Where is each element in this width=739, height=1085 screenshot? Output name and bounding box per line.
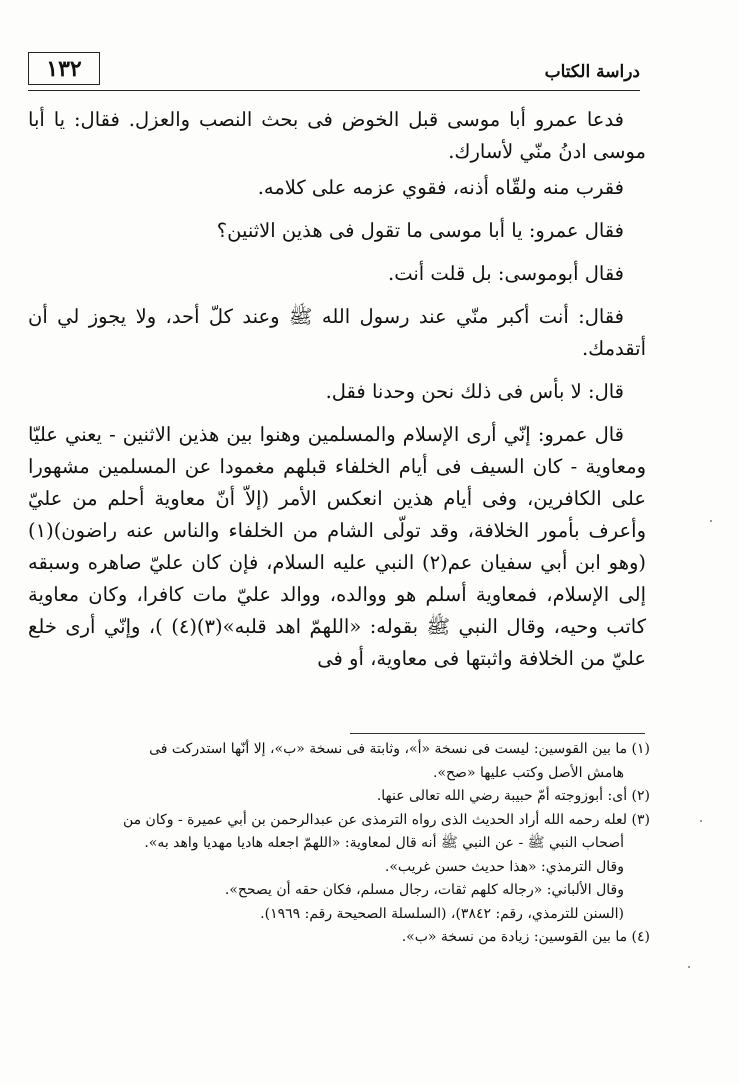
paragraph-3: فقال عمرو: يا أبا موسى ما تقول فى هذين الاثنين؟ (216, 219, 624, 242)
paragraph-4: فقال أبوموسى: بل قلت أنت. (388, 262, 624, 285)
page-number: ١٣٢ (28, 52, 100, 85)
footnotes (36, 738, 650, 950)
scan-speck (710, 520, 712, 522)
footnote-3-cont: أصحاب النبي ﷺ - عن النبي ﷺ أنه قال لمعاوية: «اللهمّ اجعله هاديا مهديا واهد به». (144, 835, 624, 851)
running-title: دراسة الكتاب (544, 62, 640, 82)
page-header (28, 52, 640, 100)
scan-speck (688, 966, 690, 968)
footnote-4: (٤) ما بين القوسين: زيادة من نسخة «ب». (401, 929, 650, 945)
footnote-3: (٣) لعله رحمه الله أراد الحديث الذى رواه الترمذى عن عبدالرحمن بن أبي عميرة - وكان من (122, 811, 650, 828)
main-text (28, 104, 646, 686)
scan-speck (700, 820, 702, 822)
footnote-3-albani: وقال الألباني: «رجاله كلهم ثقات، رجال مسلم، فكان حقه أن يصحح». (224, 882, 624, 898)
footnote-1: (١) ما بين القوسين: ليست فى نسخة «أ»، وثابتة فى نسخة «ب»، إلا أنّها استدركت فى (149, 741, 650, 757)
footnote-separator (350, 733, 645, 734)
paragraph-7: قال عمرو: إنّي أرى الإسلام والمسلمين وهنوا بين هذين الاثنين - يعني عليّا ومعاوية - كان السيف فى أيام الخلفاء قبلهم مغمودا عن المسلمين مشهورا على الكافرين، وفى أيام هذين انعكس الأمر (إلاّ أنّ معاوية أحلم من عليّ وأعرف بأمور الخلافة، وقد تولّى الشام من الخلفاء والناس عنه راضون)(١) (وهو ابن أبي سفيان عم(٢) النبي عليه السلام، فإن كان عليّ صاهره وسبقه إلى الإسلام، فمعاوية أسلم هو ووالده، ووالد عليّ مات كافرا، وكان معاوية كاتب وحيه، وقال النبي ﷺ بقوله: «اللهمّ اهد قلبه»(٣)(٤) )، وإنّي أرى خلع عليّ من الخلافة واثبتها فى معاوية، أو فى (28, 423, 646, 670)
footnote-2: (٢) أى: أبوزوجته أمّ حبيبة رضي الله تعالى عنها. (376, 788, 650, 804)
header-rule (28, 90, 640, 91)
footnote-3-refs: (السنن للترمذي، رقم: ٣٨٤٢)، (السلسلة الصحيحة رقم: ١٩٦٩). (260, 905, 624, 922)
paragraph-6: قال: لا بأس فى ذلك نحن وحدنا فقل. (325, 380, 624, 403)
footnote-1-cont: هامش الأصل وكتب عليها «صح». (433, 764, 624, 781)
footnote-3-tirmidhi: وقال الترمذي: «هذا حديث حسن غريب». (384, 858, 624, 875)
paragraph-5: فقال: أنت أكبر منّي عند رسول الله ﷺ وعند كلّ أحد، ولا يجوز لي أن أتقدمك. (28, 305, 646, 360)
paragraph-1: فدعا عمرو أبا موسى قبل الخوض فى بحث النصب والعزل. فقال: يا أبا موسى ادنُ منّي لأسارك. (28, 108, 646, 163)
paragraph-2: فقرب منه ولقّاه أذنه، فقوي عزمه على كلامه. (257, 176, 624, 199)
